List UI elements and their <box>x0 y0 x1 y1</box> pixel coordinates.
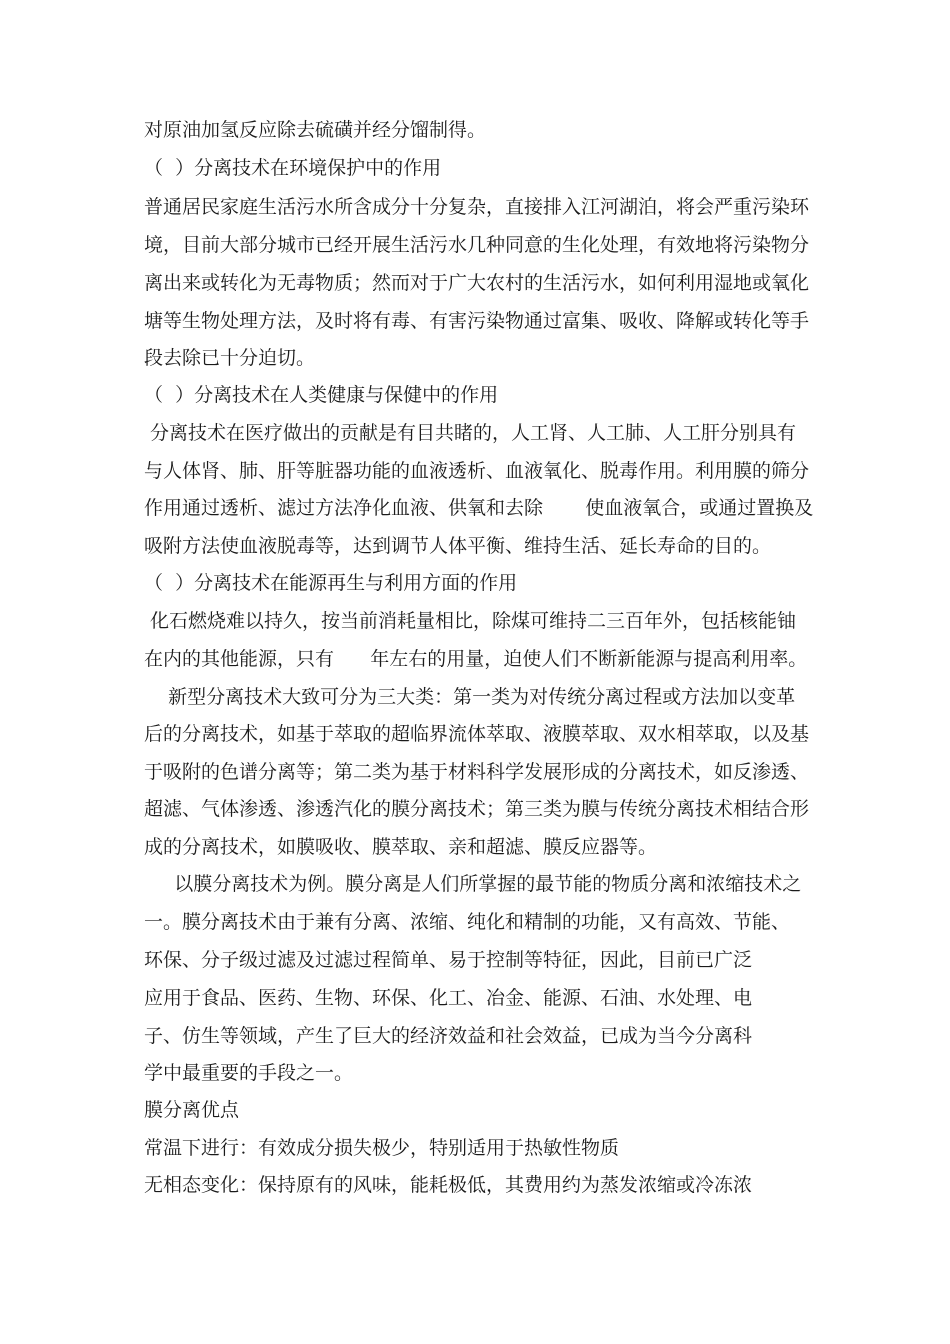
text-line: 分离技术在医疗做出的贡献是有目共睹的，人工肾、人工肺、人工肝分别具有 <box>144 422 797 444</box>
text-line: 成的分离技术，如膜吸收、膜萃取、亲和超滤、膜反应器等。 <box>144 836 658 858</box>
text-line: 超滤、气体渗透、渗透汽化的膜分离技术；第三类为膜与传统分离技术相结合形 <box>144 798 810 820</box>
text-line: 境，目前大部分城市已经开展生活污水几种同意的生化处理，有效地将污染物分 <box>144 234 810 256</box>
text-line: 常温下进行：有效成分损失极少，特别适用于热敏性物质 <box>144 1137 620 1159</box>
text-line: 环保、分子级过滤及过滤过程简单、易于控制等特征，因此，目前已广泛 <box>144 949 753 971</box>
text-line: 应用于食品、医药、生物、环保、化工、冶金、能源、石油、水处理、电 <box>144 987 753 1009</box>
text-line: 普通居民家庭生活污水所含成分十分复杂，直接排入江河湖泊，将会严重污染环 <box>144 196 810 218</box>
text-line: 对原油加氢反应除去硫磺并经分馏制得。 <box>144 119 487 141</box>
text-line: 无相态变化：保持原有的风味，能耗极低，其费用约为蒸发浓缩或冷冻浓 <box>144 1174 753 1196</box>
text-line: 吸附方法使血液脱毒等，达到调节人体平衡、维持生活、延长寿命的目的。 <box>144 535 772 557</box>
section-heading: （ ）分离技术在环境保护中的作用 <box>144 157 442 179</box>
text-line: 离出来或转化为无毒物质；然而对于广大农村的生活污水，如何利用湿地或氧化 <box>144 272 810 294</box>
text-line: 以膜分离技术为例。膜分离是人们所掌握的最节能的物质分离和浓缩技术之 <box>144 873 802 895</box>
text-line: 作用通过透析、滤过方法净化血液、供氧和去除 使血液氧合，或通过置换及 <box>144 497 814 519</box>
section-heading: （ ）分离技术在能源再生与利用方面的作用 <box>144 572 518 594</box>
text-line: 学中最重要的手段之一。 <box>144 1062 354 1084</box>
text-line: 塘等生物处理方法，及时将有毒、有害污染物通过富集、吸收、降解或转化等手 <box>144 310 810 332</box>
section-heading: 膜分离优点 <box>144 1099 240 1121</box>
section-heading: （ ）分离技术在人类健康与保健中的作用 <box>144 384 499 406</box>
text-line: 与人体肾、肺、肝等脏器功能的血液透析、血液氧化、脱毒作用。利用膜的筛分 <box>144 460 810 482</box>
text-line: 在内的其他能源，只有 年左右的用量，迫使人们不断新能源与提高利用率。 <box>144 648 808 670</box>
text-line: 后的分离技术，如基于萃取的超临界流体萃取、液膜萃取、双水相萃取，以及基 <box>144 723 810 745</box>
text-line: 于吸附的色谱分离等；第二类为基于材料科学发展形成的分离技术，如反渗透、 <box>144 761 810 783</box>
text-line: 一。膜分离技术由于兼有分离、浓缩、纯化和精制的功能，又有高效、节能、 <box>144 911 791 933</box>
text-line: 化石燃烧难以持久，按当前消耗量相比，除煤可维持二三百年外，包括核能铀 <box>144 610 797 632</box>
text-line: 段去除已十分迫切。 <box>144 347 316 369</box>
text-line: 子、仿生等领域，产生了巨大的经济效益和社会效益，已成为当今分离科 <box>144 1025 753 1047</box>
text-line: 新型分离技术大致可分为三大类：第一类为对传统分离过程或方法加以变革 <box>144 686 796 708</box>
